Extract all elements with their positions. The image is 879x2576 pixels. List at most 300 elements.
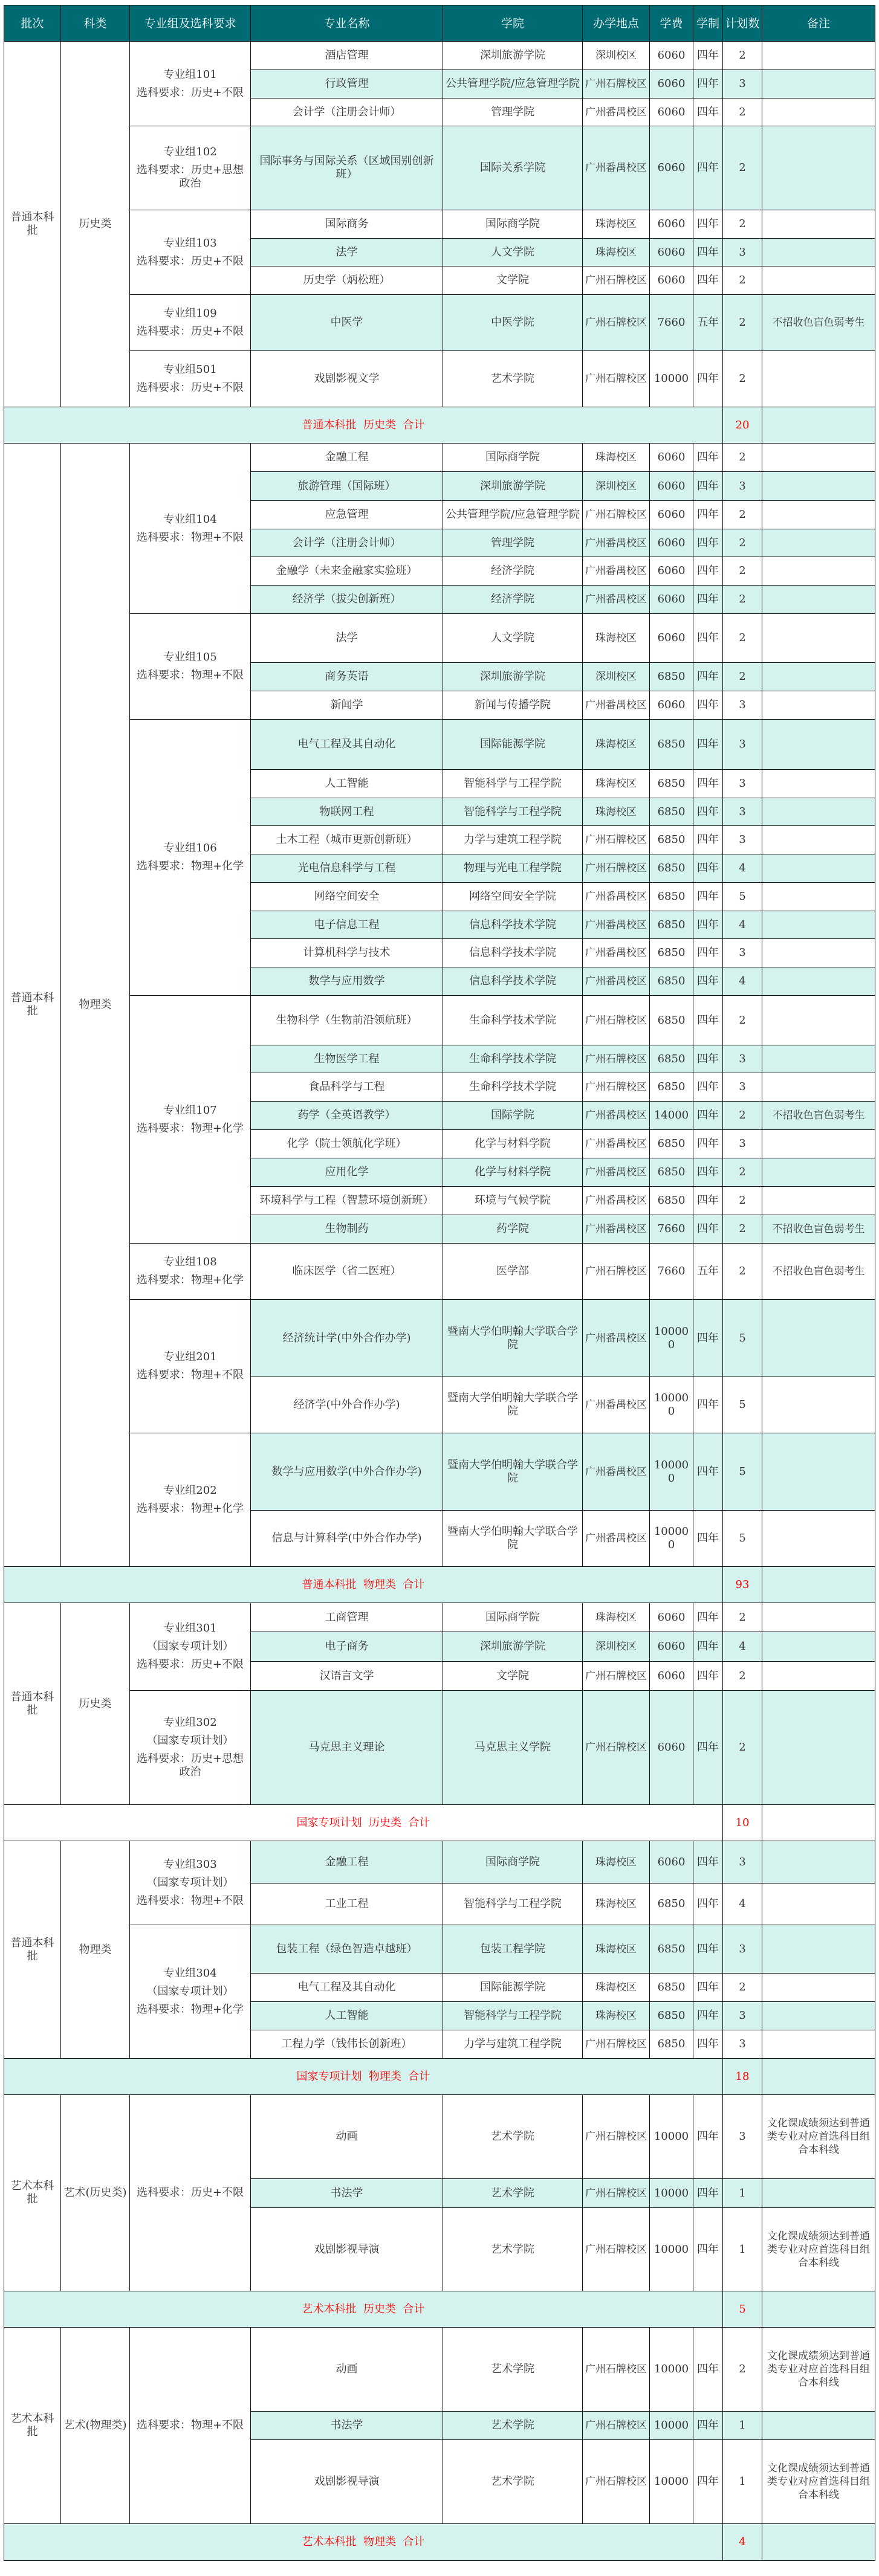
- plan-count: 2: [723, 126, 762, 210]
- tuition-fee: 6060: [650, 472, 693, 501]
- campus: 广州石牌校区: [583, 1045, 650, 1073]
- tuition-fee: 6060: [650, 444, 693, 472]
- duration: 四年: [693, 351, 723, 407]
- note: [762, 2412, 875, 2440]
- campus: 广州番禺校区: [583, 1187, 650, 1215]
- campus: 珠海校区: [583, 1974, 650, 2002]
- group-line: 选科要求：物理+化学: [136, 860, 244, 873]
- college: 国际关系学院: [443, 126, 583, 210]
- plan-count: 2: [723, 1102, 762, 1130]
- note: [762, 939, 875, 967]
- tuition-fee: 6060: [650, 691, 693, 720]
- duration: 四年: [693, 1433, 723, 1511]
- college: 深圳旅游学院: [443, 1632, 583, 1662]
- plan-count: 2: [723, 42, 762, 70]
- campus: 珠海校区: [583, 239, 650, 266]
- note: [762, 2002, 875, 2030]
- note: [762, 1841, 875, 1884]
- duration: 四年: [693, 266, 723, 295]
- group-cell: [130, 996, 251, 1244]
- plan-count: 2: [723, 614, 762, 663]
- campus: 广州番禺校区: [583, 691, 650, 720]
- plan-count: 2: [723, 1158, 762, 1187]
- college: 国际学院: [443, 1102, 583, 1130]
- campus: 珠海校区: [583, 1603, 650, 1632]
- note: [762, 1632, 875, 1662]
- major-name: 会计学（注册会计师）: [251, 98, 443, 126]
- note: [762, 1158, 875, 1187]
- tuition-fee: 6060: [650, 210, 693, 239]
- note: [762, 883, 875, 911]
- note: 不招收色盲色弱考生: [762, 295, 875, 351]
- college: 国际能源学院: [443, 1974, 583, 2002]
- note: 文化课成绩须达到普通类专业对应首选科目组合本科线: [762, 2208, 875, 2291]
- duration: 四年: [693, 2208, 723, 2291]
- major-name: 戏剧影视文学: [251, 351, 443, 407]
- duration: 四年: [693, 1300, 723, 1377]
- group-cell: [130, 614, 251, 720]
- table-row: [4, 1433, 875, 1511]
- plan-count: 2: [723, 444, 762, 472]
- note: [762, 2030, 875, 2059]
- plan-count: 5: [723, 1377, 762, 1433]
- college: 经济学院: [443, 557, 583, 586]
- duration: 四年: [693, 472, 723, 501]
- group-line: 选科要求：物理+化学: [136, 1274, 244, 1286]
- summary-label: 艺术本科批 物理类 合计: [4, 2524, 723, 2561]
- duration: 四年: [693, 1130, 723, 1158]
- tuition-fee: 6850: [650, 720, 693, 770]
- major-name: 法学: [251, 239, 443, 266]
- major-name: 化学（院士领航化学班）: [251, 1130, 443, 1158]
- duration: 四年: [693, 770, 723, 798]
- duration: 四年: [693, 501, 723, 529]
- major-name: 应用化学: [251, 1158, 443, 1187]
- plan-count: 5: [723, 883, 762, 911]
- group-cell: [130, 2328, 251, 2524]
- tuition-fee: 6060: [650, 98, 693, 126]
- plan-count: 2: [723, 266, 762, 295]
- college: 医学部: [443, 1244, 583, 1300]
- tuition-fee: 6850: [650, 1974, 693, 2002]
- duration: 四年: [693, 663, 723, 691]
- college: 艺术学院: [443, 2440, 583, 2524]
- group-line: 选科要求：物理+不限: [136, 1369, 244, 1381]
- header-major: 专业名称: [251, 5, 443, 42]
- tuition-fee: 6060: [650, 126, 693, 210]
- note: [762, 1433, 875, 1511]
- tuition-fee: 10000: [650, 2179, 693, 2208]
- plan-count: 3: [723, 798, 762, 826]
- note: [762, 1691, 875, 1805]
- note: [762, 351, 875, 407]
- major-name: 历史学（炳松班）: [251, 266, 443, 295]
- campus: 深圳校区: [583, 42, 650, 70]
- header-group: 专业组及选科要求: [130, 5, 251, 42]
- campus: 深圳校区: [583, 1632, 650, 1662]
- college: 管理学院: [443, 98, 583, 126]
- major-name: 工程力学（钱伟长创新班）: [251, 2030, 443, 2059]
- college: 药学院: [443, 1215, 583, 1244]
- major-name: 应急管理: [251, 501, 443, 529]
- major-name: 马克思主义理论: [251, 1691, 443, 1805]
- college: 管理学院: [443, 529, 583, 557]
- duration: 四年: [693, 1603, 723, 1632]
- duration: 四年: [693, 239, 723, 266]
- campus: 广州番禺校区: [583, 1158, 650, 1187]
- table-row: [4, 295, 875, 351]
- campus: 广州石牌校区: [583, 501, 650, 529]
- plan-count: 2: [723, 1974, 762, 2002]
- duration: 四年: [693, 1691, 723, 1805]
- group-cell: [130, 351, 251, 407]
- major-name: 环境科学与工程（智慧环境创新班）: [251, 1187, 443, 1215]
- note: 文化课成绩须达到普通类专业对应首选科目组合本科线: [762, 2328, 875, 2412]
- group-line: 选科要求：历史+思想政治: [136, 1752, 244, 1778]
- plan-count: 2: [723, 996, 762, 1045]
- campus: 广州石牌校区: [583, 2179, 650, 2208]
- group-line: 选科要求：物理+不限: [136, 2419, 244, 2432]
- college: 信息科学技术学院: [443, 967, 583, 996]
- group-line: 专业组109: [163, 307, 217, 320]
- summary-row: [4, 2291, 875, 2328]
- group-cell: [130, 1300, 251, 1433]
- group-line: 选科要求：物理+不限: [136, 1894, 244, 1907]
- plan-count: 3: [723, 2095, 762, 2179]
- college: 暨南大学伯明翰大学联合学院: [443, 1377, 583, 1433]
- note: [762, 266, 875, 295]
- major-name: 食品科学与工程: [251, 1073, 443, 1102]
- major-name: 动画: [251, 2328, 443, 2412]
- note: [762, 1884, 875, 1925]
- major-name: 书法学: [251, 2412, 443, 2440]
- duration: 四年: [693, 557, 723, 586]
- campus: 广州石牌校区: [583, 1691, 650, 1805]
- college: 暨南大学伯明翰大学联合学院: [443, 1433, 583, 1511]
- major-name: 书法学: [251, 2179, 443, 2208]
- campus: 珠海校区: [583, 444, 650, 472]
- group-cell: [130, 295, 251, 351]
- plan-count: 2: [723, 663, 762, 691]
- campus: 广州番禺校区: [583, 1377, 650, 1433]
- duration: 四年: [693, 967, 723, 996]
- group-line: 专业组501: [163, 363, 217, 376]
- college: 信息科学技术学院: [443, 939, 583, 967]
- major-name: 包装工程（绿色智造卓越班）: [251, 1925, 443, 1974]
- summary-label: 国家专项计划 物理类 合计: [4, 2059, 723, 2095]
- college: 力学与建筑工程学院: [443, 2030, 583, 2059]
- table-row: [4, 720, 875, 770]
- campus: 广州番禺校区: [583, 1433, 650, 1511]
- college: 公共管理学院/应急管理学院: [443, 70, 583, 98]
- duration: 四年: [693, 883, 723, 911]
- summary-label: 普通本科批 历史类 合计: [4, 407, 723, 444]
- college: 公共管理学院/应急管理学院: [443, 501, 583, 529]
- note: [762, 1130, 875, 1158]
- table-row: [4, 444, 875, 472]
- college: 文学院: [443, 266, 583, 295]
- group-line: 选科要求：历史+不限: [136, 254, 244, 268]
- tuition-fee: 6060: [650, 266, 693, 295]
- major-name: 戏剧影视导演: [251, 2208, 443, 2291]
- group-line: 选科要求：历史+不限: [136, 86, 244, 99]
- tuition-fee: 6850: [650, 2002, 693, 2030]
- group-cell: [130, 1925, 251, 2059]
- college: 深圳旅游学院: [443, 42, 583, 70]
- tuition-fee: 6850: [650, 663, 693, 691]
- group-cell: [130, 1841, 251, 1925]
- college: 生命科学技术学院: [443, 1073, 583, 1102]
- college: 新闻与传播学院: [443, 691, 583, 720]
- plan-count: 2: [723, 1662, 762, 1691]
- category-cell: 物理类: [61, 1841, 130, 2059]
- campus: 广州番禺校区: [583, 1215, 650, 1244]
- tuition-fee: 6850: [650, 1925, 693, 1974]
- plan-count: 2: [723, 295, 762, 351]
- major-name: 临床医学（省二医班）: [251, 1244, 443, 1300]
- summary-note-empty: [762, 1567, 875, 1603]
- header-campus: 办学地点: [583, 5, 650, 42]
- duration: 四年: [693, 1884, 723, 1925]
- header-duration: 学制: [693, 5, 723, 42]
- table-row: [4, 42, 875, 70]
- campus: 广州石牌校区: [583, 2095, 650, 2179]
- duration: 四年: [693, 444, 723, 472]
- tuition-fee: 6850: [650, 939, 693, 967]
- college: 网络空间安全学院: [443, 883, 583, 911]
- batch-cell: 艺术本科批: [4, 2328, 61, 2524]
- campus: 广州石牌校区: [583, 826, 650, 854]
- campus: 广州番禺校区: [583, 1300, 650, 1377]
- note: [762, 826, 875, 854]
- campus: 珠海校区: [583, 1884, 650, 1925]
- campus: 广州番禺校区: [583, 1130, 650, 1158]
- duration: 四年: [693, 1974, 723, 2002]
- major-name: 药学（全英语教学）: [251, 1102, 443, 1130]
- major-name: 商务英语: [251, 663, 443, 691]
- campus: 珠海校区: [583, 720, 650, 770]
- note: 文化课成绩须达到普通类专业对应首选科目组合本科线: [762, 2095, 875, 2179]
- summary-total: 4: [723, 2524, 762, 2561]
- group-line: 选科要求：历史+不限: [136, 1658, 244, 1671]
- tuition-fee: 6060: [650, 1841, 693, 1884]
- plan-count: 2: [723, 1691, 762, 1805]
- tuition-fee: 6850: [650, 1158, 693, 1187]
- campus: 广州番禺校区: [583, 529, 650, 557]
- campus: 珠海校区: [583, 770, 650, 798]
- group-line: 选科要求：物理+不限: [136, 669, 244, 682]
- tuition-fee: 6060: [650, 557, 693, 586]
- table-row: [4, 1841, 875, 1884]
- college: 包装工程学院: [443, 1925, 583, 1974]
- college: 深圳旅游学院: [443, 472, 583, 501]
- group-cell: [130, 1691, 251, 1805]
- plan-count: 4: [723, 854, 762, 883]
- note: [762, 1603, 875, 1632]
- tuition-fee: 6060: [650, 586, 693, 614]
- campus: 广州石牌校区: [583, 2412, 650, 2440]
- tuition-fee: 100000: [650, 1433, 693, 1511]
- college: 艺术学院: [443, 2328, 583, 2412]
- group-line: 专业组201: [163, 1351, 217, 1363]
- note: [762, 691, 875, 720]
- major-name: 数学与应用数学: [251, 967, 443, 996]
- college: 艺术学院: [443, 2095, 583, 2179]
- tuition-fee: 100000: [650, 1377, 693, 1433]
- duration: 四年: [693, 1841, 723, 1884]
- group-line: 选科要求：历史+思想政治: [136, 164, 244, 190]
- campus: 广州番禺校区: [583, 586, 650, 614]
- duration: 四年: [693, 614, 723, 663]
- campus: 广州石牌校区: [583, 266, 650, 295]
- major-name: 金融学（未来金融家实验班）: [251, 557, 443, 586]
- note: [762, 967, 875, 996]
- major-name: 行政管理: [251, 70, 443, 98]
- plan-count: 4: [723, 911, 762, 939]
- duration: 四年: [693, 1045, 723, 1073]
- duration: 四年: [693, 826, 723, 854]
- college: 人文学院: [443, 614, 583, 663]
- table-row: [4, 1691, 875, 1805]
- major-name: 酒店管理: [251, 42, 443, 70]
- major-name: 金融工程: [251, 1841, 443, 1884]
- note: [762, 98, 875, 126]
- category-cell: 物理类: [61, 444, 130, 1567]
- note: [762, 42, 875, 70]
- major-name: 金融工程: [251, 444, 443, 472]
- college: 国际商学院: [443, 210, 583, 239]
- note: [762, 586, 875, 614]
- campus: 珠海校区: [583, 2002, 650, 2030]
- duration: 四年: [693, 126, 723, 210]
- campus: 广州石牌校区: [583, 2328, 650, 2412]
- plan-count: 5: [723, 1511, 762, 1567]
- duration: 四年: [693, 1632, 723, 1662]
- note: 不招收色盲色弱考生: [762, 1244, 875, 1300]
- summary-label: 国家专项计划 历史类 合计: [4, 1805, 723, 1841]
- plan-count: 1: [723, 2208, 762, 2291]
- duration: 四年: [693, 2002, 723, 2030]
- plan-count: 2: [723, 1215, 762, 1244]
- major-name: 人工智能: [251, 770, 443, 798]
- college: 智能科学与工程学院: [443, 798, 583, 826]
- campus: 广州番禺校区: [583, 883, 650, 911]
- major-name: 国际商务: [251, 210, 443, 239]
- campus: 广州番禺校区: [583, 939, 650, 967]
- tuition-fee: 6850: [650, 854, 693, 883]
- group-cell: [130, 210, 251, 295]
- plan-count: 3: [723, 472, 762, 501]
- duration: 四年: [693, 2412, 723, 2440]
- tuition-fee: 10000: [650, 2412, 693, 2440]
- group-line: 专业组202: [163, 1484, 217, 1497]
- plan-count: 3: [723, 720, 762, 770]
- major-name: 电子商务: [251, 1632, 443, 1662]
- major-name: 土木工程（城市更新创新班）: [251, 826, 443, 854]
- table-header-row: [4, 5, 875, 42]
- major-name: 会计学（注册会计师）: [251, 529, 443, 557]
- note: [762, 1662, 875, 1691]
- batch-cell: 艺术本科批: [4, 2095, 61, 2291]
- category-cell: 艺术(历史类): [61, 2095, 130, 2291]
- college: 深圳旅游学院: [443, 663, 583, 691]
- college: 国际商学院: [443, 1841, 583, 1884]
- major-name: 新闻学: [251, 691, 443, 720]
- campus: 广州石牌校区: [583, 1244, 650, 1300]
- tuition-fee: 6060: [650, 1632, 693, 1662]
- tuition-fee: 10000: [650, 2095, 693, 2179]
- campus: 广州石牌校区: [583, 2208, 650, 2291]
- college: 暨南大学伯明翰大学联合学院: [443, 1300, 583, 1377]
- campus: 珠海校区: [583, 798, 650, 826]
- header-batch: 批次: [4, 5, 61, 42]
- note: [762, 614, 875, 663]
- duration: 四年: [693, 1511, 723, 1567]
- major-name: 经济学(中外合作办学): [251, 1377, 443, 1433]
- enrollment-plan-table: [4, 5, 875, 2561]
- summary-note-empty: [762, 2059, 875, 2095]
- tuition-fee: 10000: [650, 351, 693, 407]
- plan-count: 3: [723, 1925, 762, 1974]
- category-cell: 艺术(物理类): [61, 2328, 130, 2524]
- batch-cell: 普通本科批: [4, 42, 61, 407]
- summary-row: [4, 2524, 875, 2561]
- summary-label: 艺术本科批 历史类 合计: [4, 2291, 723, 2328]
- major-name: 经济学（拔尖创新班）: [251, 586, 443, 614]
- tuition-fee: 6850: [650, 911, 693, 939]
- plan-count: 2: [723, 501, 762, 529]
- duration: 四年: [693, 210, 723, 239]
- plan-count: 1: [723, 2440, 762, 2524]
- major-name: 工商管理: [251, 1603, 443, 1632]
- major-name: 生物医学工程: [251, 1045, 443, 1073]
- plan-count: 2: [723, 1244, 762, 1300]
- plan-count: 2: [723, 2328, 762, 2412]
- duration: 四年: [693, 2328, 723, 2412]
- major-name: 工业工程: [251, 1884, 443, 1925]
- college: 国际商学院: [443, 444, 583, 472]
- major-name: 法学: [251, 614, 443, 663]
- tuition-fee: 6850: [650, 1130, 693, 1158]
- college: 艺术学院: [443, 2208, 583, 2291]
- plan-count: 2: [723, 1603, 762, 1632]
- table-row: [4, 351, 875, 407]
- group-line: （国家专项计划）: [146, 1640, 234, 1653]
- tuition-fee: 100000: [650, 1300, 693, 1377]
- major-name: 旅游管理（国际班）: [251, 472, 443, 501]
- campus: 广州番禺校区: [583, 98, 650, 126]
- note: [762, 444, 875, 472]
- plan-count: 3: [723, 1073, 762, 1102]
- tuition-fee: 14000: [650, 1102, 693, 1130]
- summary-total: 18: [723, 2059, 762, 2095]
- group-line: 专业组106: [163, 842, 217, 854]
- tuition-fee: 6850: [650, 770, 693, 798]
- campus: 广州番禺校区: [583, 557, 650, 586]
- plan-count: 2: [723, 557, 762, 586]
- summary-row: [4, 407, 875, 444]
- table-row: [4, 1300, 875, 1377]
- summary-total: 10: [723, 1805, 762, 1841]
- tuition-fee: 6060: [650, 239, 693, 266]
- plan-count: 4: [723, 967, 762, 996]
- summary-total: 5: [723, 2291, 762, 2328]
- plan-count: 2: [723, 210, 762, 239]
- college: 力学与建筑工程学院: [443, 826, 583, 854]
- duration: 四年: [693, 529, 723, 557]
- plan-count: 3: [723, 691, 762, 720]
- group-cell: [130, 1433, 251, 1567]
